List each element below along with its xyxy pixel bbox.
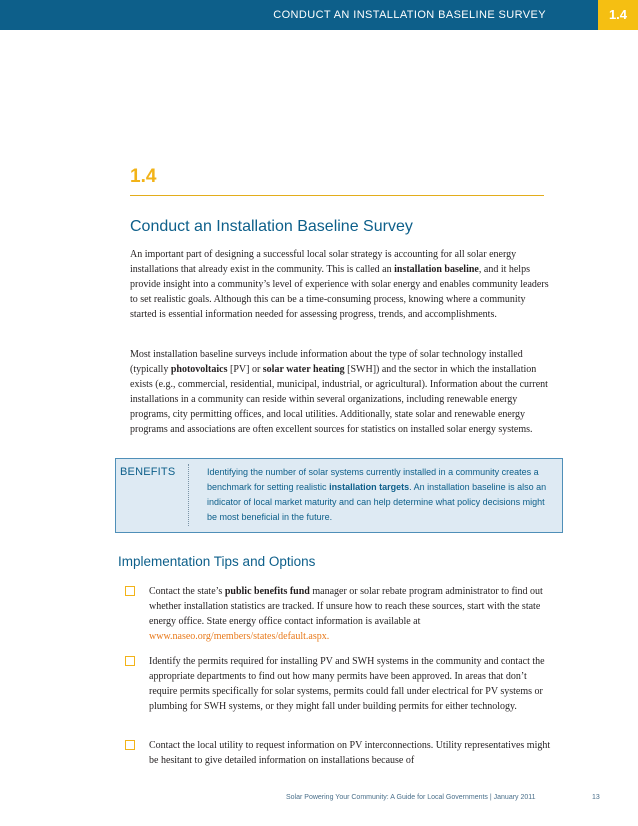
section-tab: 1.4 — [598, 0, 638, 30]
header-bar — [0, 0, 638, 30]
section-number: 1.4 — [130, 166, 157, 187]
tip-item — [125, 654, 555, 714]
intro-paragraph: An important part of designing a successful local solar strategy is accounting for all solar energy installations that already exist in the community. This is called an installation baseline, and it helps provide insight into a community’s level of experience with solar energy and enables community leaders to set realistic goals. Although this can be a time-consuming process, knowing where a community started is essential information needed for assessing progress, trends, and accomplishments. — [130, 249, 549, 320]
benefits-divider — [188, 464, 189, 526]
naseo-link[interactable]: www.naseo.org/members/states/default.aspx. — [149, 631, 330, 642]
tip-item — [125, 738, 555, 768]
tip-text: Contact the state’s public benefits fund manager or solar rebate program administrator to find out whether installation statistics are tracked. If unsure how to reach these sources, start with the state energy office. State energy office contact information is available at www.naseo.org/members/states/default.aspx. — [149, 586, 543, 642]
term-public-benefits-fund: public benefits fund — [224, 586, 310, 597]
section-rule — [130, 195, 544, 196]
benefits-text: Identifying the number of solar systems currently installed in a community creates a benchmark for setting realistic installation targets. An installation baseline is also an indicator of local market maturity and can help determine what policy decisions might be most beneficial in the future. — [207, 467, 547, 522]
tip-text: Contact the local utility to request information on PV interconnections. Utility representatives might be hesitant to give detailed information on installations because of — [149, 740, 551, 766]
checkbox-icon — [125, 656, 135, 666]
footer-text: Solar Powering Your Community: A Guide for Local Governments | January 2011 — [286, 794, 536, 801]
header-title: CONDUCT AN INSTALLATION BASELINE SURVEY — [273, 9, 546, 21]
benefits-label: BENEFITS — [120, 466, 176, 478]
checkbox-icon — [125, 586, 135, 596]
tip-text: Identify the permits required for installing PV and SWH systems in the community and contact the appropriate departments to find out how many permits have been approved. In areas that don’t require permits specifically for solar systems, permits could fall under electrical for PV systems or plumbing for SWH systems, or they might fall under building permits for either technology. — [149, 656, 545, 712]
section-title: Conduct an Installation Baseline Survey — [130, 218, 413, 235]
checkbox-icon — [125, 740, 135, 750]
page-number: 13 — [592, 794, 600, 801]
survey-paragraph: Most installation baseline surveys include information about the type of solar technology installed (typically photovoltaics [PV] or solar water heating [SWH]) and the sector in which the installation exists (e.g., commercial, residential, municipal, industrial, or agricultural). Information about the current installations in a community can reside within several organizations, including renewable energy programs, city permitting offices, and local utilities. Additionally, state solar and renewable energy programs and associations are often excellent sources for statistics on installed solar energy systems. — [130, 349, 548, 435]
benefits-callout — [115, 458, 563, 533]
term-solar-water-heating: solar water heating — [262, 364, 345, 375]
term-photovoltaics: photovoltaics — [170, 364, 228, 375]
tip-item — [125, 584, 555, 644]
term-installation-targets: installation targets — [329, 482, 410, 492]
term-installation-baseline: installation baseline — [394, 264, 479, 275]
tips-heading: Implementation Tips and Options — [118, 554, 316, 569]
